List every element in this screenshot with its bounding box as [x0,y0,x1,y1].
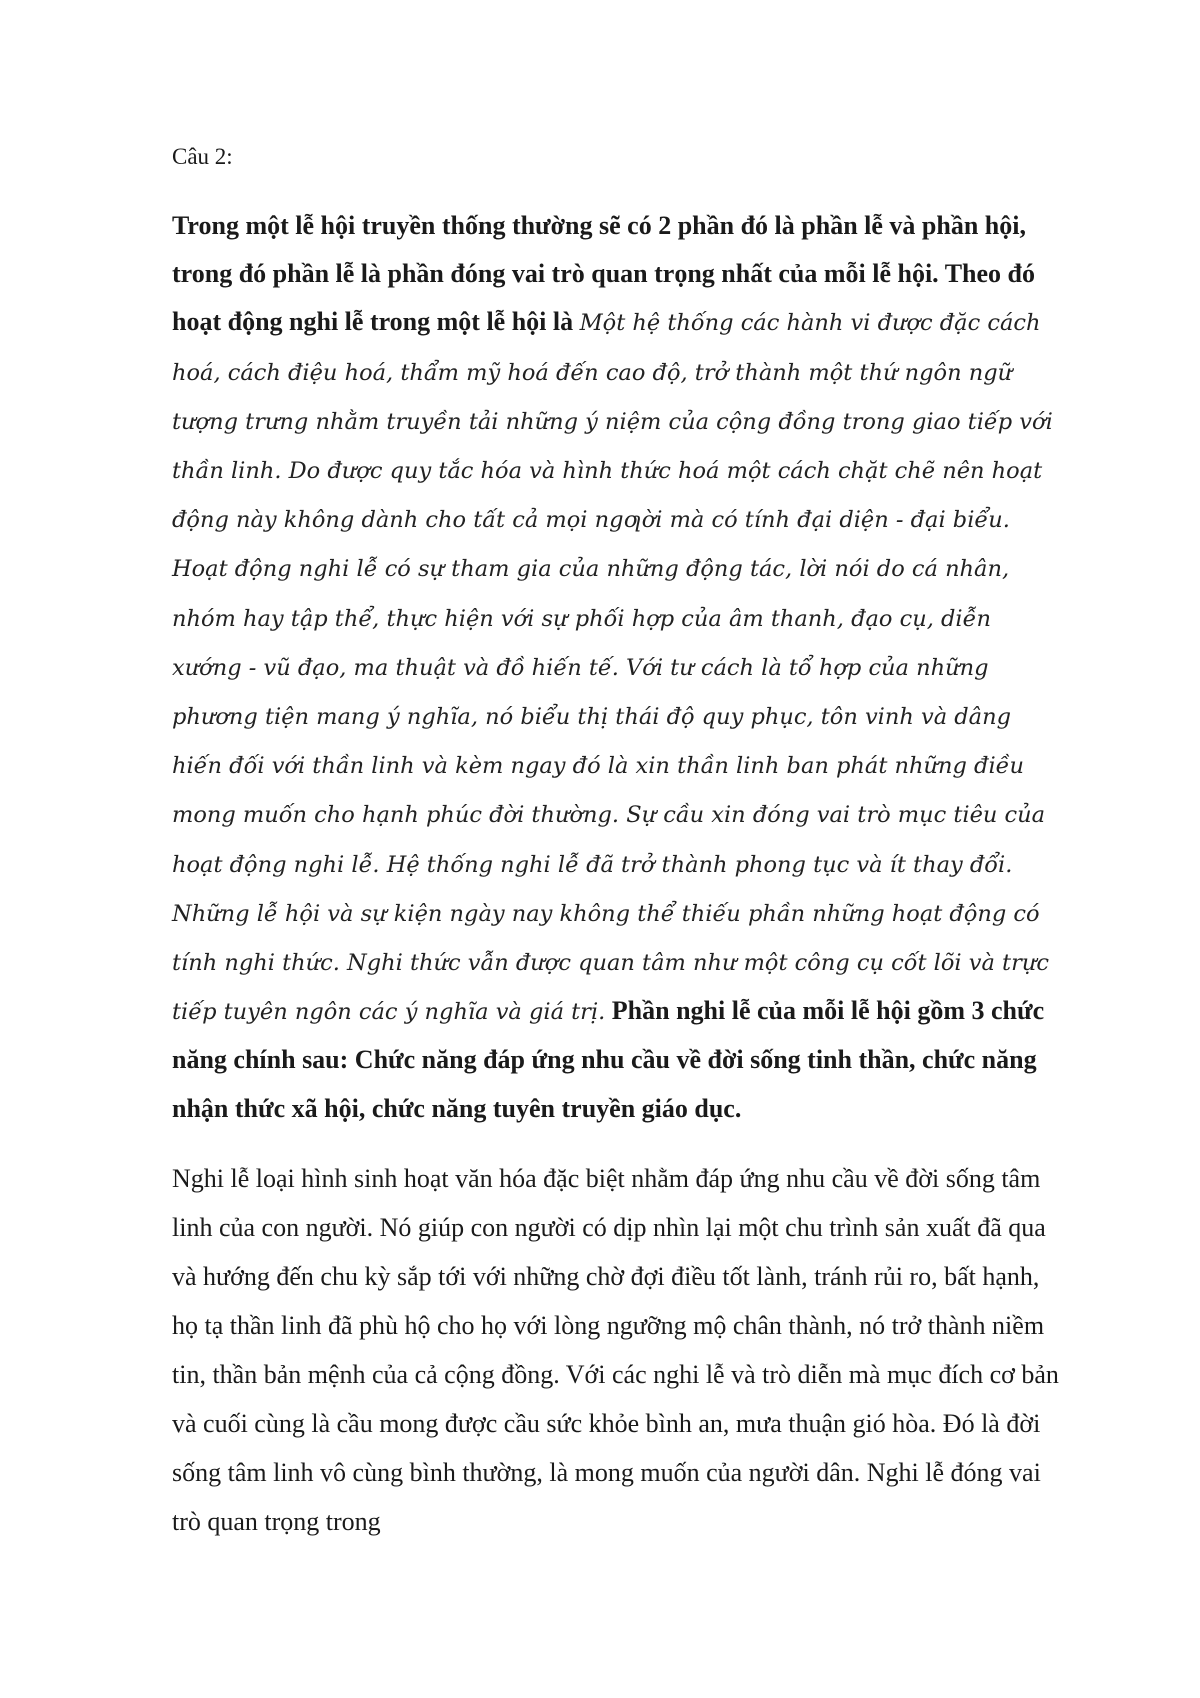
question-heading: Câu 2: [172,144,233,169]
paragraph-italic-quote: Một hệ thống các hành vi được đặc cách hoá, cách điệu hoá, thẩm mỹ hoá đến cao độ, trở thành một thứ ngôn ngữ tượng trưng nhằm truyền tải những ý niệm của cộng đồng trong giao tiếp với thần linh. Do được quy tắc hóa và hình thức hoá một cách chặt chẽ nên hoạt động này không dành cho tất cả mọi ngƣời mà có tính đại diện - đại biểu. Hoạt động nghi lễ có sự tham gia của những động tác, lời nói do cá nhân, nhóm hay tập thể, thực hiện với sự phối hợp của âm thanh, đạo cụ, diễn xướng - vũ đạo, ma thuật và đồ hiến tế. Với tư cách là tổ hợp của những phương tiện mang ý nghĩa, nó biểu thị thái độ quy phục, tôn vinh và dâng hiến đối với thần linh và kèm ngay đó là xin thần linh ban phát những điều mong muốn cho hạnh phúc đời thường. Sự cầu xin đóng vai trò mục tiêu của hoạt động nghi lễ. Hệ thống nghi lễ đã trở thành phong tục và ít thay đổi. Những lễ hội và sự kiện ngày nay không thể thiếu phần những hoạt động có tính nghi thức. Nghi thức vẫn được quan tâm như một công cụ cốt lõi và trực tiếp tuyên ngôn các ý nghĩa và giá trị [172,310,1053,1026]
paragraph-spiritual-life: Nghi lễ loại hình sinh hoạt văn hóa đặc biệt nhằm đáp ứng nhu cầu về đời sống tâm linh của con người. Nó giúp con người có dịp nhìn lại một chu trình sản xuất đã qua và hướng đến chu kỳ sắp tới với những chờ đợi điều tốt lành, tránh rủi ro, bất hạnh, họ tạ thần linh đã phù hộ cho họ với lòng ngưỡng mộ chân thành, nó trở thành niềm tin, thần bản mệnh của cả cộng đồng. Với các nghi lễ và trò diễn mà mục đích cơ bản và cuối cùng là cầu mong được cầu sức khỏe bình an, mưa thuận gió hòa. Đó là đời sống tâm linh vô cùng bình thường, là mong muốn của người dân. Nghi lễ đóng vai trò quan trọng trong [172,1164,1059,1536]
paragraph-bold-intro: Trong một lễ hội truyền thống thường sẽ có 2 phần đó là phần lễ và phần hội, trong đó phần lễ là phần đóng vai trò quan trọng nhất của mỗi lễ hội. Theo đó hoạt động nghi lễ trong một lễ hội là [172,211,1036,337]
paragraph-bold-outro: Phần nghi lễ của mỗi lễ hội gồm 3 chức năng chính sau: Chức năng đáp ứng nhu cầu về đời sống tinh thần, chức năng nhận thức xã hội, chức năng tuyên truyền giáo dục. [172,996,1045,1123]
paragraph-ritual-definition [172,202,1062,1133]
paragraph-italic-period: . [598,999,606,1026]
